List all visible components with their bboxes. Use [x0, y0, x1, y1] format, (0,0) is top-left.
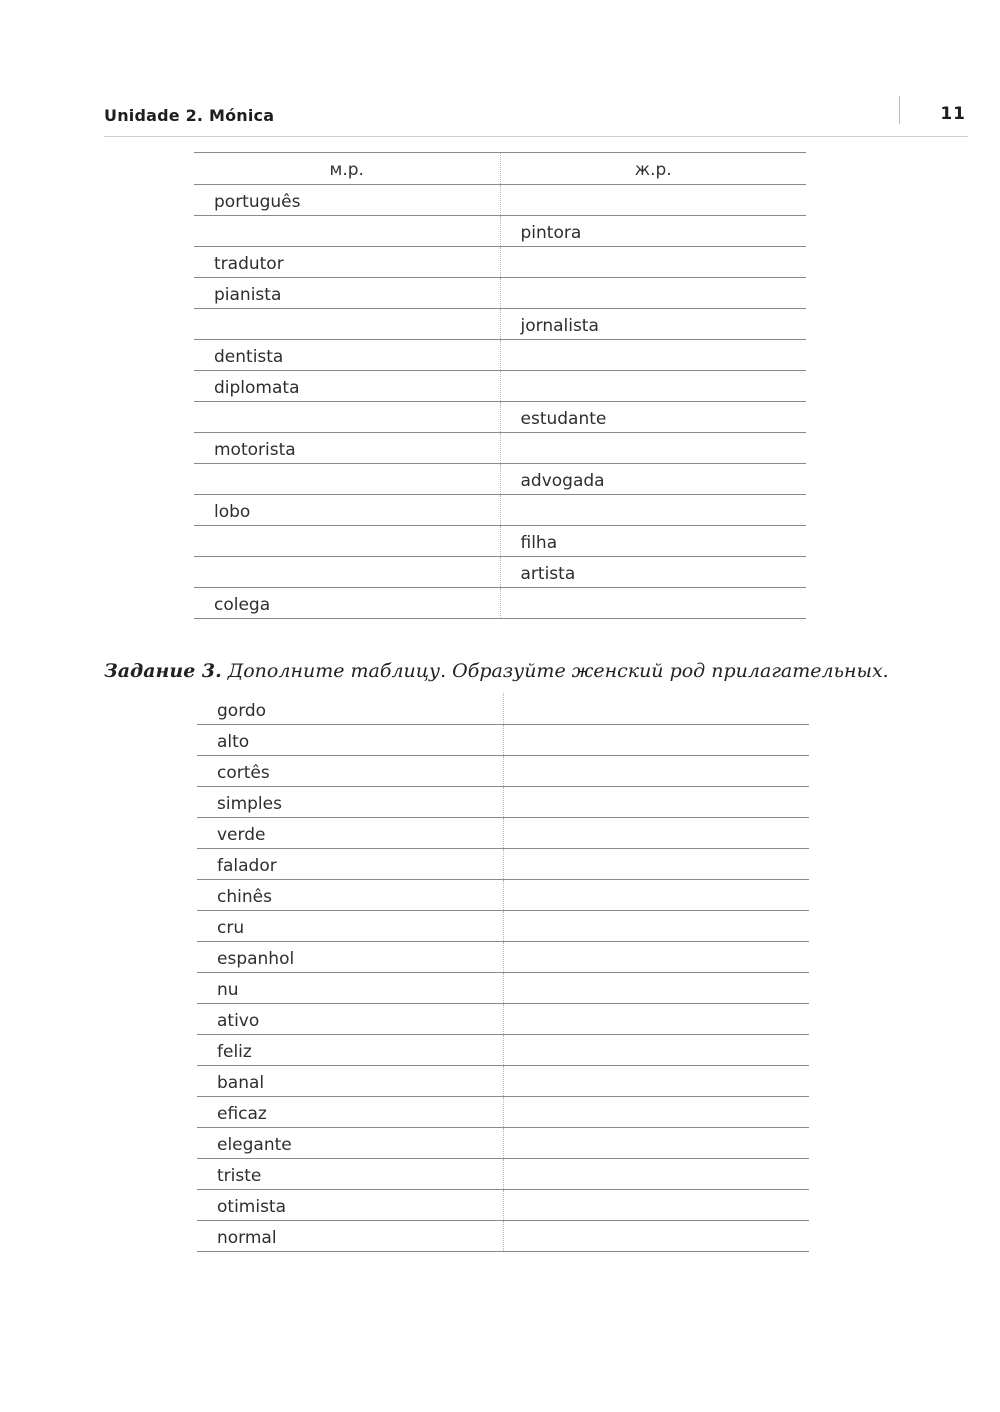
gender-table-row-cell-feminine: estudante	[500, 402, 806, 433]
adjective-table-row-cell-masculine: eficaz	[197, 1096, 503, 1127]
gender-table-row-cell-masculine[interactable]	[194, 402, 500, 433]
gender-table-row-cell-feminine[interactable]	[500, 433, 806, 464]
gender-table-row-cell-feminine[interactable]	[500, 495, 806, 526]
gender-table-row-cell-feminine: filha	[500, 526, 806, 557]
adjective-table-row	[197, 972, 809, 1003]
adjective-table-row-cell-feminine[interactable]	[503, 879, 809, 910]
gender-table-row	[194, 247, 806, 278]
adjective-table-row-cell-masculine: espanhol	[197, 941, 503, 972]
gender-table-row-cell-feminine: jornalista	[500, 309, 806, 340]
adjective-table-row	[197, 1127, 809, 1158]
gender-table-row-cell-feminine[interactable]	[500, 371, 806, 402]
feminine-column-header: ж.р.	[500, 153, 806, 185]
task-3-instruction	[104, 660, 889, 682]
adjective-table-row-cell-masculine: simples	[197, 786, 503, 817]
adjective-table-row	[197, 786, 809, 817]
adjective-table-row	[197, 1096, 809, 1127]
gender-table-row	[194, 433, 806, 464]
adjective-table-row-cell-feminine[interactable]	[503, 1127, 809, 1158]
adjective-table-row-cell-feminine[interactable]	[503, 910, 809, 941]
gender-table-row-cell-masculine: colega	[194, 588, 500, 619]
adjective-table-row-cell-masculine: triste	[197, 1158, 503, 1189]
gender-table-row	[194, 216, 806, 247]
page-number: 11	[940, 104, 966, 124]
adjective-table-row	[197, 879, 809, 910]
adjective-table-row-cell-feminine[interactable]	[503, 972, 809, 1003]
adjective-table-row-cell-feminine[interactable]	[503, 1189, 809, 1220]
gender-table-row-cell-masculine: dentista	[194, 340, 500, 371]
gender-table-row-cell-feminine[interactable]	[500, 340, 806, 371]
gender-table-row-cell-masculine[interactable]	[194, 557, 500, 588]
adjective-table-row	[197, 1003, 809, 1034]
gender-table-row	[194, 309, 806, 340]
gender-table-header-row	[194, 153, 806, 185]
adjective-table-row	[197, 941, 809, 972]
gender-table-body	[194, 185, 806, 619]
adjective-table-row	[197, 693, 809, 724]
adjective-table-row-cell-feminine[interactable]	[503, 1065, 809, 1096]
gender-table-row	[194, 557, 806, 588]
adjective-table-row-cell-feminine[interactable]	[503, 848, 809, 879]
adjective-table-row-cell-masculine: otimista	[197, 1189, 503, 1220]
gender-table-row-cell-masculine[interactable]	[194, 309, 500, 340]
adjective-table-row-cell-masculine: banal	[197, 1065, 503, 1096]
adjective-table-row-cell-feminine[interactable]	[503, 1034, 809, 1065]
adjective-table-row-cell-masculine: nu	[197, 972, 503, 1003]
task-3-label: Задание 3.	[104, 660, 222, 682]
masculine-column-header: м.р.	[194, 153, 500, 185]
gender-table	[194, 152, 806, 619]
adjective-table-row-cell-masculine: verde	[197, 817, 503, 848]
task-3-text: Дополните таблицу. Образуйте женский род прилагательных.	[227, 660, 889, 682]
running-title: Unidade 2. Mónica	[104, 106, 275, 125]
adjective-table-row-cell-feminine[interactable]	[503, 1158, 809, 1189]
gender-table-row	[194, 185, 806, 216]
gender-table-row	[194, 402, 806, 433]
adjective-table-row-cell-masculine: chinês	[197, 879, 503, 910]
adjective-table-row-cell-feminine[interactable]	[503, 724, 809, 755]
adjective-table-row-cell-masculine: gordo	[197, 693, 503, 724]
gender-table-row-cell-masculine[interactable]	[194, 464, 500, 495]
adjective-table-row	[197, 1034, 809, 1065]
gender-table-row	[194, 588, 806, 619]
adjective-table-row-cell-masculine: cru	[197, 910, 503, 941]
gender-table-row-cell-feminine[interactable]	[500, 588, 806, 619]
gender-table-row-cell-feminine: artista	[500, 557, 806, 588]
adjective-table-row-cell-feminine[interactable]	[503, 1003, 809, 1034]
adjective-table-row-cell-feminine[interactable]	[503, 755, 809, 786]
adjective-table-row	[197, 1065, 809, 1096]
gender-table-row-cell-masculine: pianista	[194, 278, 500, 309]
header-rule	[104, 136, 968, 137]
adjective-table-row	[197, 1189, 809, 1220]
adjective-table-row	[197, 755, 809, 786]
gender-table-row-cell-masculine: português	[194, 185, 500, 216]
adjective-table-row	[197, 1220, 809, 1251]
adjective-table-row-cell-masculine: elegante	[197, 1127, 503, 1158]
adjective-table-row-cell-masculine: falador	[197, 848, 503, 879]
gender-table-row-cell-masculine: tradutor	[194, 247, 500, 278]
adjective-table	[197, 693, 809, 1252]
adjective-table-row	[197, 848, 809, 879]
gender-table-row-cell-feminine[interactable]	[500, 185, 806, 216]
gender-table-row-cell-masculine[interactable]	[194, 526, 500, 557]
gender-table-row	[194, 495, 806, 526]
adjective-table-row	[197, 1158, 809, 1189]
adjective-table-row	[197, 817, 809, 848]
adjective-table-row	[197, 910, 809, 941]
gender-table-row-cell-masculine[interactable]	[194, 216, 500, 247]
adjective-table-row-cell-masculine: ativo	[197, 1003, 503, 1034]
adjective-table-row-cell-masculine: cortês	[197, 755, 503, 786]
adjective-table-body	[197, 693, 809, 1251]
gender-table-row	[194, 340, 806, 371]
adjective-table-row-cell-masculine: normal	[197, 1220, 503, 1251]
gender-table-row	[194, 371, 806, 402]
adjective-table-row-cell-feminine[interactable]	[503, 1096, 809, 1127]
gender-table-row	[194, 526, 806, 557]
adjective-table-row-cell-feminine[interactable]	[503, 1220, 809, 1251]
gender-table-row-cell-masculine: lobo	[194, 495, 500, 526]
gender-table-row-cell-feminine: pintora	[500, 216, 806, 247]
adjective-table-row	[197, 724, 809, 755]
adjective-table-row-cell-feminine[interactable]	[503, 693, 809, 724]
gender-table-row-cell-feminine[interactable]	[500, 278, 806, 309]
gender-table-row-cell-masculine: motorista	[194, 433, 500, 464]
gender-table-row	[194, 278, 806, 309]
adjective-table-row-cell-feminine[interactable]	[503, 786, 809, 817]
adjective-table-row-cell-feminine[interactable]	[503, 817, 809, 848]
header-divider	[899, 96, 900, 124]
gender-table-row	[194, 464, 806, 495]
gender-table-row-cell-feminine[interactable]	[500, 247, 806, 278]
adjective-table-row-cell-feminine[interactable]	[503, 941, 809, 972]
gender-table-row-cell-feminine: advogada	[500, 464, 806, 495]
adjective-table-row-cell-masculine: feliz	[197, 1034, 503, 1065]
adjective-table-row-cell-masculine: alto	[197, 724, 503, 755]
gender-table-row-cell-masculine: diplomata	[194, 371, 500, 402]
